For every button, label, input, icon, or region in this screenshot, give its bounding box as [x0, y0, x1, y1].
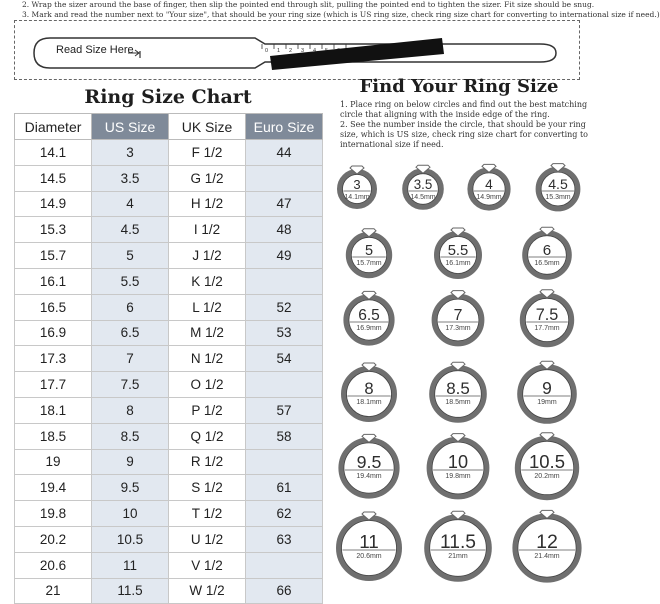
- ring-circle: [340, 166, 375, 206]
- cell-euro-size: 53: [246, 320, 323, 346]
- cell-us-size: 7: [92, 346, 169, 372]
- cell-uk-size: S 1/2: [169, 475, 246, 501]
- ring-size-label: 4: [485, 177, 493, 192]
- cell-us-size: 11.5: [92, 578, 169, 604]
- ring-circle: [405, 165, 441, 207]
- ring-size-label: 12: [536, 531, 558, 553]
- sizer-tick-label: 4: [313, 48, 317, 54]
- cell-diameter: 15.3: [15, 217, 92, 243]
- ring-size-label: 8.5: [446, 379, 470, 398]
- ring-diameter-label: 18.5mm: [445, 399, 471, 406]
- find-step-2: 2. See the number inside the circle, that should be your ring size, which is US size, check ring size chart for converting to international size if need.: [340, 120, 588, 149]
- cell-uk-size: H 1/2: [169, 191, 246, 217]
- cell-us-size: 11: [92, 552, 169, 578]
- ring-diameter-label: 14.9mm: [476, 194, 502, 201]
- cell-diameter: 19.4: [15, 475, 92, 501]
- cell-euro-size: 54: [246, 346, 323, 372]
- cell-euro-size: 58: [246, 423, 323, 449]
- ring-size-label: 4.5: [548, 176, 568, 192]
- ring-diameter-label: 19mm: [537, 399, 557, 406]
- cell-us-size: 8: [92, 397, 169, 423]
- ring-diameter-label: 20.6mm: [356, 553, 382, 560]
- ring-circle: [427, 511, 489, 579]
- header-uk-size: UK Size: [169, 114, 246, 140]
- find-size-title: Find Your Ring Size: [359, 76, 559, 97]
- cell-uk-size: G 1/2: [169, 165, 246, 191]
- cell-uk-size: O 1/2: [169, 372, 246, 398]
- cell-uk-size: V 1/2: [169, 552, 246, 578]
- find-step-1: 1. Place ring on below circles and find out the best matching circle that aligning with the inside edge of the ring.: [340, 100, 588, 119]
- ring-circle: [523, 290, 572, 345]
- cell-us-size: 5.5: [92, 268, 169, 294]
- ring-size-label: 6.5: [358, 307, 380, 324]
- ring-diameter-label: 20.2mm: [534, 473, 560, 480]
- ring-diameter-label: 17.7mm: [534, 325, 560, 332]
- cell-us-size: 3: [92, 140, 169, 166]
- cell-euro-size: 48: [246, 217, 323, 243]
- cell-uk-size: Q 1/2: [169, 423, 246, 449]
- cell-diameter: 20.6: [15, 552, 92, 578]
- cell-uk-size: M 1/2: [169, 320, 246, 346]
- ring-circle: [470, 164, 508, 207]
- ring-size-label: 3: [353, 177, 361, 192]
- ring-size-label: 10: [447, 452, 469, 472]
- ring-circle: [344, 363, 395, 419]
- cell-euro-size: 49: [246, 243, 323, 269]
- cell-euro-size: 52: [246, 294, 323, 320]
- ring-circle: [538, 164, 577, 209]
- ring-circle: [437, 228, 480, 276]
- cell-diameter: 14.9: [15, 191, 92, 217]
- cell-us-size: 3.5: [92, 165, 169, 191]
- cell-euro-size: 44: [246, 140, 323, 166]
- cell-euro-size: 47: [246, 191, 323, 217]
- sizer-tick-label: 1: [277, 48, 281, 54]
- ring-diameter-label: 19.4mm: [356, 473, 382, 480]
- cell-us-size: 6: [92, 294, 169, 320]
- cell-us-size: 4: [92, 191, 169, 217]
- ring-diameter-label: 17.3mm: [445, 325, 471, 332]
- cell-diameter: 18.1: [15, 397, 92, 423]
- cell-diameter: 19.8: [15, 501, 92, 527]
- cell-uk-size: L 1/2: [169, 294, 246, 320]
- ring-diameter-label: 16.1mm: [445, 260, 471, 267]
- cell-diameter: 19: [15, 449, 92, 475]
- cell-diameter: 16.9: [15, 320, 92, 346]
- cell-uk-size: W 1/2: [169, 578, 246, 604]
- cell-euro-size: 63: [246, 526, 323, 552]
- cell-uk-size: J 1/2: [169, 243, 246, 269]
- ring-size-label: 3.5: [413, 177, 433, 192]
- ring-size-label: 10.5: [529, 451, 565, 472]
- cell-uk-size: I 1/2: [169, 217, 246, 243]
- ring-circle: [434, 291, 481, 344]
- sizer-tick-label: 3: [301, 48, 305, 54]
- ring-diameter-label: 19.8mm: [445, 473, 471, 480]
- cell-euro-size: 57: [246, 397, 323, 423]
- cell-euro-size: 61: [246, 475, 323, 501]
- cell-us-size: 4.5: [92, 217, 169, 243]
- ring-circle: [346, 291, 392, 342]
- ring-diameter-label: 14.1mm: [344, 194, 370, 201]
- cell-uk-size: T 1/2: [169, 501, 246, 527]
- cell-diameter: 14.5: [15, 165, 92, 191]
- ring-circle: [349, 229, 390, 276]
- cell-us-size: 7.5: [92, 372, 169, 398]
- ring-circle: [515, 510, 579, 579]
- cell-diameter: 14.1: [15, 140, 92, 166]
- header-diameter: Diameter: [15, 114, 92, 140]
- sizer-tick-label: 0: [265, 48, 269, 54]
- ring-size-label: 11: [359, 531, 379, 552]
- cell-us-size: 10: [92, 501, 169, 527]
- cell-us-size: 5: [92, 243, 169, 269]
- ring-diameter-label: 15.7mm: [356, 260, 382, 267]
- cell-diameter: 16.5: [15, 294, 92, 320]
- ring-size-label: 7: [453, 307, 463, 324]
- ring-size-label: 9.5: [356, 452, 382, 472]
- chart-title: Ring Size Chart: [84, 86, 252, 108]
- ring-circle: [339, 512, 400, 578]
- ring-diameter-label: 15.3mm: [545, 194, 571, 201]
- cell-diameter: 16.1: [15, 268, 92, 294]
- cell-diameter: 21: [15, 578, 92, 604]
- ring-circle: [518, 433, 577, 498]
- instruction-step-2: 2. Wrap the sizer around the base of finger, then slip the pointed end through slit, pulling the pointed end to tighten the sizer. Fit size should be snug.: [22, 0, 595, 9]
- ring-circle: [520, 361, 574, 421]
- header-euro-size: Euro Size: [246, 114, 323, 140]
- cell-us-size: 9: [92, 449, 169, 475]
- cell-us-size: 10.5: [92, 526, 169, 552]
- ring-size-label: 5.5: [447, 243, 469, 259]
- cell-uk-size: P 1/2: [169, 397, 246, 423]
- cell-us-size: 8.5: [92, 423, 169, 449]
- sizer-tick-label: 2: [289, 48, 293, 54]
- cell-us-size: 6.5: [92, 320, 169, 346]
- ring-size-label: 7.5: [535, 306, 559, 324]
- ring-diameter-label: 16.9mm: [356, 325, 382, 332]
- cell-diameter: 20.2: [15, 526, 92, 552]
- cell-uk-size: K 1/2: [169, 268, 246, 294]
- ring-circle: [341, 434, 397, 495]
- ring-size-label: 6: [542, 242, 552, 259]
- ring-circle: [525, 227, 569, 277]
- cell-diameter: 15.7: [15, 243, 92, 269]
- cell-diameter: 18.5: [15, 423, 92, 449]
- ring-size-label: 5: [364, 243, 374, 259]
- ring-size-label: 9: [542, 378, 552, 398]
- instruction-step-3: 3. Mark and read the number next to "Your size", that should be your ring size (which is US ring size, check ring size chart for converting to international size if need.): [22, 10, 660, 19]
- ring-diameter-label: 14.5mm: [410, 194, 436, 201]
- cell-uk-size: N 1/2: [169, 346, 246, 372]
- cell-uk-size: R 1/2: [169, 449, 246, 475]
- ring-diameter-label: 21.4mm: [534, 553, 560, 560]
- cell-diameter: 17.3: [15, 346, 92, 372]
- cell-diameter: 17.7: [15, 372, 92, 398]
- ring-circle: [429, 434, 486, 497]
- cell-us-size: 9.5: [92, 475, 169, 501]
- ring-diameter-label: 16.5mm: [534, 260, 560, 267]
- ring-circle: [432, 362, 484, 420]
- ring-diameter-label: 18.1mm: [356, 399, 382, 406]
- cell-uk-size: F 1/2: [169, 140, 246, 166]
- ring-size-label: 11.5: [440, 532, 476, 553]
- cell-euro-size: 62: [246, 501, 323, 527]
- ring-diameter-label: 21mm: [448, 553, 468, 560]
- cell-euro-size: 66: [246, 578, 323, 604]
- sizer-read-label: Read Size Here: [56, 44, 134, 56]
- cell-uk-size: U 1/2: [169, 526, 246, 552]
- header-us-size: US Size: [92, 114, 169, 140]
- ring-size-label: 8: [364, 379, 374, 398]
